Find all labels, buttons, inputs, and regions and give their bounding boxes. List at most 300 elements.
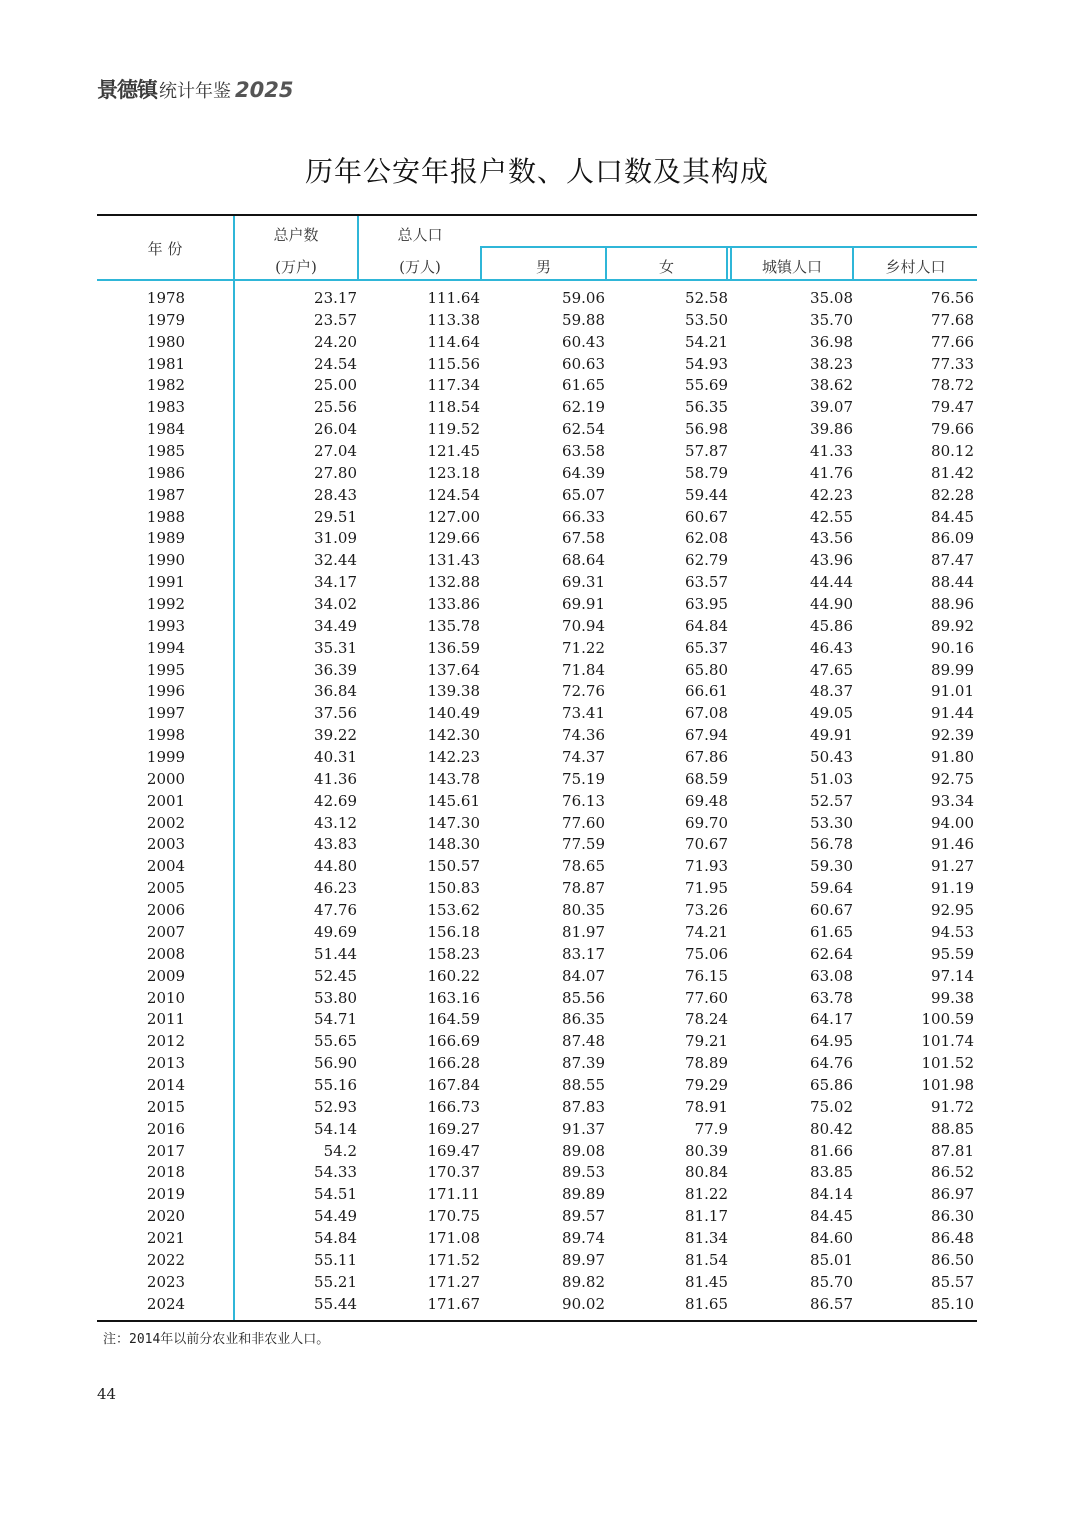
year-cell: 2001 bbox=[146, 791, 186, 810]
households-cell: 49.69 bbox=[314, 922, 357, 941]
rural-cell: 79.47 bbox=[931, 398, 974, 417]
table-row bbox=[97, 791, 977, 813]
table-row bbox=[97, 1294, 977, 1316]
population-cell: 166.69 bbox=[427, 1032, 480, 1051]
table-bottom-rule bbox=[97, 1320, 977, 1322]
male-cell: 78.87 bbox=[562, 879, 605, 898]
male-cell: 67.58 bbox=[562, 529, 605, 548]
rural-cell: 77.33 bbox=[931, 354, 974, 373]
population-cell: 164.59 bbox=[427, 1010, 480, 1029]
rural-cell: 92.75 bbox=[931, 769, 974, 788]
households-cell: 23.17 bbox=[314, 289, 357, 307]
population-unit: (万人) bbox=[399, 258, 441, 276]
population-cell: 114.64 bbox=[427, 332, 480, 351]
female-cell: 67.86 bbox=[685, 748, 728, 767]
male-cell: 59.88 bbox=[562, 310, 605, 329]
population-cell: 171.27 bbox=[427, 1272, 480, 1291]
table-top-rule bbox=[97, 214, 977, 216]
female-cell: 74.21 bbox=[685, 922, 728, 941]
male-cell: 71.22 bbox=[562, 638, 605, 657]
households-cell: 52.45 bbox=[314, 966, 357, 985]
population-cell: 156.18 bbox=[427, 922, 480, 941]
population-cell: 167.84 bbox=[427, 1075, 480, 1094]
female-cell: 55.69 bbox=[685, 376, 728, 395]
table-row bbox=[97, 681, 977, 703]
female-cell: 62.08 bbox=[685, 529, 728, 548]
female-cell: 71.93 bbox=[685, 857, 728, 876]
page-number: 44 bbox=[97, 1385, 117, 1403]
male-cell: 69.31 bbox=[562, 573, 605, 592]
rural-cell: 93.34 bbox=[931, 791, 974, 810]
year-cell: 1990 bbox=[146, 551, 186, 570]
households-cell: 25.56 bbox=[314, 398, 357, 417]
urban-cell: 38.23 bbox=[810, 354, 853, 373]
population-cell: 117.34 bbox=[427, 376, 480, 395]
urban-cell: 50.43 bbox=[810, 748, 853, 767]
urban-cell: 41.76 bbox=[810, 463, 853, 482]
female-cell: 81.45 bbox=[685, 1272, 728, 1291]
urban-cell: 84.14 bbox=[810, 1185, 853, 1204]
male-cell: 87.39 bbox=[562, 1054, 605, 1073]
households-cell: 46.23 bbox=[314, 879, 357, 898]
households-cell: 47.76 bbox=[314, 901, 357, 920]
rural-cell: 91.44 bbox=[931, 704, 974, 723]
urban-cell: 42.23 bbox=[810, 485, 853, 504]
population-cell: 132.88 bbox=[427, 573, 480, 592]
table-row bbox=[97, 550, 977, 572]
rural-cell: 85.10 bbox=[931, 1294, 974, 1313]
male-cell: 62.54 bbox=[562, 420, 605, 439]
table-row bbox=[97, 354, 977, 376]
households-cell: 55.16 bbox=[314, 1075, 357, 1094]
female-cell: 77.9 bbox=[694, 1119, 728, 1138]
male-cell: 77.60 bbox=[562, 813, 605, 832]
table-row bbox=[97, 1031, 977, 1053]
female-cell: 79.29 bbox=[685, 1075, 728, 1094]
year-cell: 2021 bbox=[146, 1228, 186, 1247]
urban-cell: 64.17 bbox=[810, 1010, 853, 1029]
male-cell: 84.07 bbox=[562, 966, 605, 985]
table-row bbox=[97, 528, 977, 550]
table-row bbox=[97, 922, 977, 944]
male-cell: 88.55 bbox=[562, 1075, 605, 1094]
rural-cell: 86.50 bbox=[931, 1250, 974, 1269]
households-cell: 44.80 bbox=[314, 857, 357, 876]
year-cell: 2002 bbox=[146, 813, 186, 832]
rural-cell: 84.45 bbox=[931, 507, 974, 526]
year-cell: 1996 bbox=[146, 682, 186, 701]
yearbook-brand: 景德镇 bbox=[97, 78, 157, 102]
year-cell: 2000 bbox=[146, 769, 186, 788]
population-cell: 163.16 bbox=[427, 988, 480, 1007]
year-cell: 2017 bbox=[146, 1141, 186, 1160]
population-cell: 129.66 bbox=[427, 529, 480, 548]
population-cell: 166.28 bbox=[427, 1054, 480, 1073]
population-cell: 139.38 bbox=[427, 682, 480, 701]
table-row bbox=[97, 1141, 977, 1163]
rural-cell: 92.39 bbox=[931, 726, 974, 745]
urban-cell: 47.65 bbox=[810, 660, 853, 679]
male-cell: 91.37 bbox=[562, 1119, 605, 1138]
households-cell: 24.20 bbox=[314, 332, 357, 351]
households-cell: 54.49 bbox=[314, 1207, 357, 1226]
year-cell: 1994 bbox=[146, 638, 186, 657]
households-cell: 34.17 bbox=[314, 573, 357, 592]
male-cell: 78.65 bbox=[562, 857, 605, 876]
urban-cell: 51.03 bbox=[810, 769, 853, 788]
male-cell: 83.17 bbox=[562, 944, 605, 963]
population-cell: 171.67 bbox=[427, 1294, 480, 1313]
urban-cell: 63.08 bbox=[810, 966, 853, 985]
households-cell: 54.51 bbox=[314, 1185, 357, 1204]
urban-cell: 44.44 bbox=[810, 573, 853, 592]
female-cell: 70.67 bbox=[685, 835, 728, 854]
year-cell: 1987 bbox=[146, 485, 186, 504]
year-cell: 2009 bbox=[146, 966, 186, 985]
rural-cell: 91.80 bbox=[931, 748, 974, 767]
table-row bbox=[97, 288, 977, 310]
urban-cell: 53.30 bbox=[810, 813, 853, 832]
households-cell: 53.80 bbox=[314, 988, 357, 1007]
households-cell: 55.11 bbox=[314, 1250, 357, 1269]
year-cell: 1992 bbox=[146, 595, 186, 614]
year-cell: 1983 bbox=[146, 398, 186, 417]
households-cell: 37.56 bbox=[314, 704, 357, 723]
rural-cell: 95.59 bbox=[931, 944, 974, 963]
urban-cell: 62.64 bbox=[810, 944, 853, 963]
subheader-top-rule bbox=[480, 246, 977, 248]
table-row bbox=[97, 463, 977, 485]
households-cell: 42.69 bbox=[314, 791, 357, 810]
female-cell: 53.50 bbox=[685, 310, 728, 329]
female-cell: 60.67 bbox=[685, 507, 728, 526]
year-cell: 2024 bbox=[146, 1294, 186, 1313]
year-cell: 1997 bbox=[146, 704, 186, 723]
rural-cell: 86.30 bbox=[931, 1207, 974, 1226]
male-cell: 81.97 bbox=[562, 922, 605, 941]
female-cell: 59.44 bbox=[685, 485, 728, 504]
population-cell: 150.57 bbox=[427, 857, 480, 876]
population-cell: 119.52 bbox=[427, 420, 480, 439]
male-cell: 61.65 bbox=[562, 376, 605, 395]
year-cell: 2015 bbox=[146, 1097, 186, 1116]
female-cell: 54.21 bbox=[685, 332, 728, 351]
table-row bbox=[97, 703, 977, 725]
male-cell: 74.36 bbox=[562, 726, 605, 745]
table-row bbox=[97, 1228, 977, 1250]
female-cell: 81.17 bbox=[685, 1207, 728, 1226]
rural-cell: 88.96 bbox=[931, 595, 974, 614]
urban-cell: 63.78 bbox=[810, 988, 853, 1007]
table-row bbox=[97, 966, 977, 988]
year-cell: 2023 bbox=[146, 1272, 186, 1291]
households-unit: (万户) bbox=[275, 258, 317, 276]
male-cell: 63.58 bbox=[562, 442, 605, 461]
rural-cell: 86.09 bbox=[931, 529, 974, 548]
male-cell: 77.59 bbox=[562, 835, 605, 854]
population-cell: 118.54 bbox=[427, 398, 480, 417]
table-note: 注：2014年以前分农业和非农业人口。 bbox=[103, 1332, 330, 1347]
rural-cell: 76.56 bbox=[931, 289, 974, 307]
female-cell: 63.95 bbox=[685, 595, 728, 614]
rural-cell: 78.72 bbox=[931, 376, 974, 395]
households-cell: 27.80 bbox=[314, 463, 357, 482]
urban-cell: 43.96 bbox=[810, 551, 853, 570]
households-cell: 54.2 bbox=[323, 1141, 357, 1160]
table-row bbox=[97, 769, 977, 791]
female-cell: 67.08 bbox=[685, 704, 728, 723]
female-cell: 57.87 bbox=[685, 442, 728, 461]
female-cell: 66.61 bbox=[685, 682, 728, 701]
table-row bbox=[97, 572, 977, 594]
households-cell: 56.90 bbox=[314, 1054, 357, 1073]
rural-cell: 77.68 bbox=[931, 310, 974, 329]
female-cell: 56.35 bbox=[685, 398, 728, 417]
population-cell: 143.78 bbox=[427, 769, 480, 788]
male-cell: 66.33 bbox=[562, 507, 605, 526]
female-cell: 71.95 bbox=[685, 879, 728, 898]
population-cell: 113.38 bbox=[427, 310, 480, 329]
households-cell: 35.31 bbox=[314, 638, 357, 657]
female-cell: 69.48 bbox=[685, 791, 728, 810]
male-cell: 89.89 bbox=[562, 1185, 605, 1204]
population-cell: 153.62 bbox=[427, 901, 480, 920]
rural-cell: 100.59 bbox=[921, 1010, 974, 1029]
urban-cell: 39.07 bbox=[810, 398, 853, 417]
year-cell: 1979 bbox=[146, 310, 186, 329]
female-cell: 62.79 bbox=[685, 551, 728, 570]
year-cell: 1999 bbox=[146, 748, 186, 767]
population-cell: 121.45 bbox=[427, 442, 480, 461]
population-cell: 137.64 bbox=[427, 660, 480, 679]
urban-cell: 85.70 bbox=[810, 1272, 853, 1291]
male-cell: 64.39 bbox=[562, 463, 605, 482]
population-cell: 171.52 bbox=[427, 1250, 480, 1269]
female-cell: 77.60 bbox=[685, 988, 728, 1007]
households-cell: 55.21 bbox=[314, 1272, 357, 1291]
female-cell: 75.06 bbox=[685, 944, 728, 963]
male-cell: 89.82 bbox=[562, 1272, 605, 1291]
urban-cell: 61.65 bbox=[810, 922, 853, 941]
male-cell: 89.74 bbox=[562, 1228, 605, 1247]
table-row bbox=[97, 1162, 977, 1184]
table-row bbox=[97, 1119, 977, 1141]
year-cell: 2008 bbox=[146, 944, 186, 963]
female-cell: 65.80 bbox=[685, 660, 728, 679]
table-row bbox=[97, 1250, 977, 1272]
male-cell: 69.91 bbox=[562, 595, 605, 614]
table-row bbox=[97, 419, 977, 441]
year-cell: 1991 bbox=[146, 573, 186, 592]
population-cell: 133.86 bbox=[427, 595, 480, 614]
yearbook-year: 2025 bbox=[235, 78, 294, 102]
yearbook-subtitle: 统计年鉴 bbox=[159, 81, 231, 102]
female-cell: 67.94 bbox=[685, 726, 728, 745]
households-cell: 55.44 bbox=[314, 1294, 357, 1313]
table-row bbox=[97, 375, 977, 397]
urban-cell: 56.78 bbox=[810, 835, 853, 854]
year-cell: 2011 bbox=[146, 1010, 186, 1029]
households-cell: 34.49 bbox=[314, 616, 357, 635]
male-cell: 89.08 bbox=[562, 1141, 605, 1160]
rural-cell: 89.92 bbox=[931, 616, 974, 635]
households-cell: 54.14 bbox=[314, 1119, 357, 1138]
urban-left-rule-a bbox=[726, 246, 728, 279]
rural-cell: 87.81 bbox=[931, 1141, 974, 1160]
households-cell: 41.36 bbox=[314, 769, 357, 788]
year-cell: 2007 bbox=[146, 922, 186, 941]
households-cell: 36.39 bbox=[314, 660, 357, 679]
male-cell: 70.94 bbox=[562, 616, 605, 635]
table-row bbox=[97, 616, 977, 638]
urban-cell: 49.05 bbox=[810, 704, 853, 723]
male-cell: 89.97 bbox=[562, 1250, 605, 1269]
year-cell: 1984 bbox=[146, 420, 186, 439]
table-row bbox=[97, 1075, 977, 1097]
female-cell: 79.21 bbox=[685, 1032, 728, 1051]
urban-cell: 83.85 bbox=[810, 1163, 853, 1182]
year-cell: 1985 bbox=[146, 442, 186, 461]
data-rows bbox=[97, 288, 977, 1315]
urban-cell: 86.57 bbox=[810, 1294, 853, 1313]
male-cell: 87.83 bbox=[562, 1097, 605, 1116]
male-cell: 72.76 bbox=[562, 682, 605, 701]
year-cell: 2004 bbox=[146, 857, 186, 876]
urban-cell: 81.66 bbox=[810, 1141, 853, 1160]
households-cell: 24.54 bbox=[314, 354, 357, 373]
population-cell: 171.11 bbox=[427, 1185, 480, 1204]
table-row bbox=[97, 310, 977, 332]
urban-cell: 75.02 bbox=[810, 1097, 853, 1116]
urban-cell: 46.43 bbox=[810, 638, 853, 657]
female-cell: 78.89 bbox=[685, 1054, 728, 1073]
population-cell: 140.49 bbox=[427, 704, 480, 723]
population-cell: 135.78 bbox=[427, 616, 480, 635]
households-cell: 54.33 bbox=[314, 1163, 357, 1182]
male-cell: 60.43 bbox=[562, 332, 605, 351]
urban-cell: 84.60 bbox=[810, 1228, 853, 1247]
male-cell: 62.19 bbox=[562, 398, 605, 417]
female-cell: 69.70 bbox=[685, 813, 728, 832]
male-cell: 85.56 bbox=[562, 988, 605, 1007]
households-cell: 28.43 bbox=[314, 485, 357, 504]
households-cell: 43.12 bbox=[314, 813, 357, 832]
urban-cell: 44.90 bbox=[810, 595, 853, 614]
table-row bbox=[97, 900, 977, 922]
year-cell: 2012 bbox=[146, 1032, 186, 1051]
rural-cell: 88.85 bbox=[931, 1119, 974, 1138]
rural-cell: 89.99 bbox=[931, 660, 974, 679]
table-row bbox=[97, 397, 977, 419]
female-cell: 81.54 bbox=[685, 1250, 728, 1269]
population-cell: 160.22 bbox=[427, 966, 480, 985]
rural-cell: 80.12 bbox=[931, 442, 974, 461]
urban-cell: 64.76 bbox=[810, 1054, 853, 1073]
population-cell: 127.00 bbox=[427, 507, 480, 526]
households-cell: 40.31 bbox=[314, 748, 357, 767]
female-cell: 54.93 bbox=[685, 354, 728, 373]
rural-header: 乡村人口 bbox=[885, 258, 946, 276]
population-cell: 148.30 bbox=[427, 835, 480, 854]
table-row bbox=[97, 725, 977, 747]
female-cell: 80.39 bbox=[685, 1141, 728, 1160]
year-cell: 1986 bbox=[146, 463, 186, 482]
urban-cell: 35.08 bbox=[810, 289, 853, 307]
urban-cell: 60.67 bbox=[810, 901, 853, 920]
population-cell: 169.47 bbox=[427, 1141, 480, 1160]
year-cell: 2014 bbox=[146, 1075, 186, 1094]
households-cell: 31.09 bbox=[314, 529, 357, 548]
urban-cell: 64.95 bbox=[810, 1032, 853, 1051]
male-cell: 89.53 bbox=[562, 1163, 605, 1182]
female-cell: 68.59 bbox=[685, 769, 728, 788]
households-cell: 26.04 bbox=[314, 420, 357, 439]
rural-cell: 91.27 bbox=[931, 857, 974, 876]
rural-cell: 94.00 bbox=[931, 813, 974, 832]
households-cell: 43.83 bbox=[314, 835, 357, 854]
male-cell: 68.64 bbox=[562, 551, 605, 570]
population-cell: 131.43 bbox=[427, 551, 480, 570]
urban-cell: 41.33 bbox=[810, 442, 853, 461]
table-row bbox=[97, 813, 977, 835]
population-cell: 142.30 bbox=[427, 726, 480, 745]
table-row bbox=[97, 660, 977, 682]
households-cell: 52.93 bbox=[314, 1097, 357, 1116]
female-cell: 81.34 bbox=[685, 1228, 728, 1247]
male-cell: 65.07 bbox=[562, 485, 605, 504]
urban-cell: 65.86 bbox=[810, 1075, 853, 1094]
table-row bbox=[97, 332, 977, 354]
rural-cell: 86.97 bbox=[931, 1185, 974, 1204]
population-cell: 170.75 bbox=[427, 1207, 480, 1226]
female-cell: 63.57 bbox=[685, 573, 728, 592]
year-cell: 2019 bbox=[146, 1185, 186, 1204]
male-cell: 75.19 bbox=[562, 769, 605, 788]
female-cell: 56.98 bbox=[685, 420, 728, 439]
population-cell: 166.73 bbox=[427, 1097, 480, 1116]
rural-cell: 85.57 bbox=[931, 1272, 974, 1291]
households-cell: 54.84 bbox=[314, 1228, 357, 1247]
male-cell: 87.48 bbox=[562, 1032, 605, 1051]
table-row bbox=[97, 1009, 977, 1031]
urban-cell: 39.86 bbox=[810, 420, 853, 439]
table-row bbox=[97, 1184, 977, 1206]
table-row bbox=[97, 507, 977, 529]
running-header bbox=[97, 74, 293, 104]
year-cell: 2016 bbox=[146, 1119, 186, 1138]
table-row bbox=[97, 485, 977, 507]
population-cell: 170.37 bbox=[427, 1163, 480, 1182]
urban-cell: 36.98 bbox=[810, 332, 853, 351]
table-row bbox=[97, 834, 977, 856]
urban-cell: 59.64 bbox=[810, 879, 853, 898]
table-title: 历年公安年报户数、人口数及其构成 bbox=[304, 155, 769, 188]
urban-cell: 52.57 bbox=[810, 791, 853, 810]
households-cell: 23.57 bbox=[314, 310, 357, 329]
urban-cell: 85.01 bbox=[810, 1250, 853, 1269]
households-cell: 27.04 bbox=[314, 442, 357, 461]
header-divider-rule bbox=[97, 279, 977, 281]
population-cell: 158.23 bbox=[427, 944, 480, 963]
rural-cell: 101.74 bbox=[921, 1032, 974, 1051]
households-cell: 39.22 bbox=[314, 726, 357, 745]
year-cell: 2022 bbox=[146, 1250, 186, 1269]
table-row bbox=[97, 441, 977, 463]
rural-cell: 97.14 bbox=[931, 966, 974, 985]
table-row bbox=[97, 1206, 977, 1228]
rural-cell: 101.98 bbox=[921, 1075, 974, 1094]
population-cell: 123.18 bbox=[427, 463, 480, 482]
